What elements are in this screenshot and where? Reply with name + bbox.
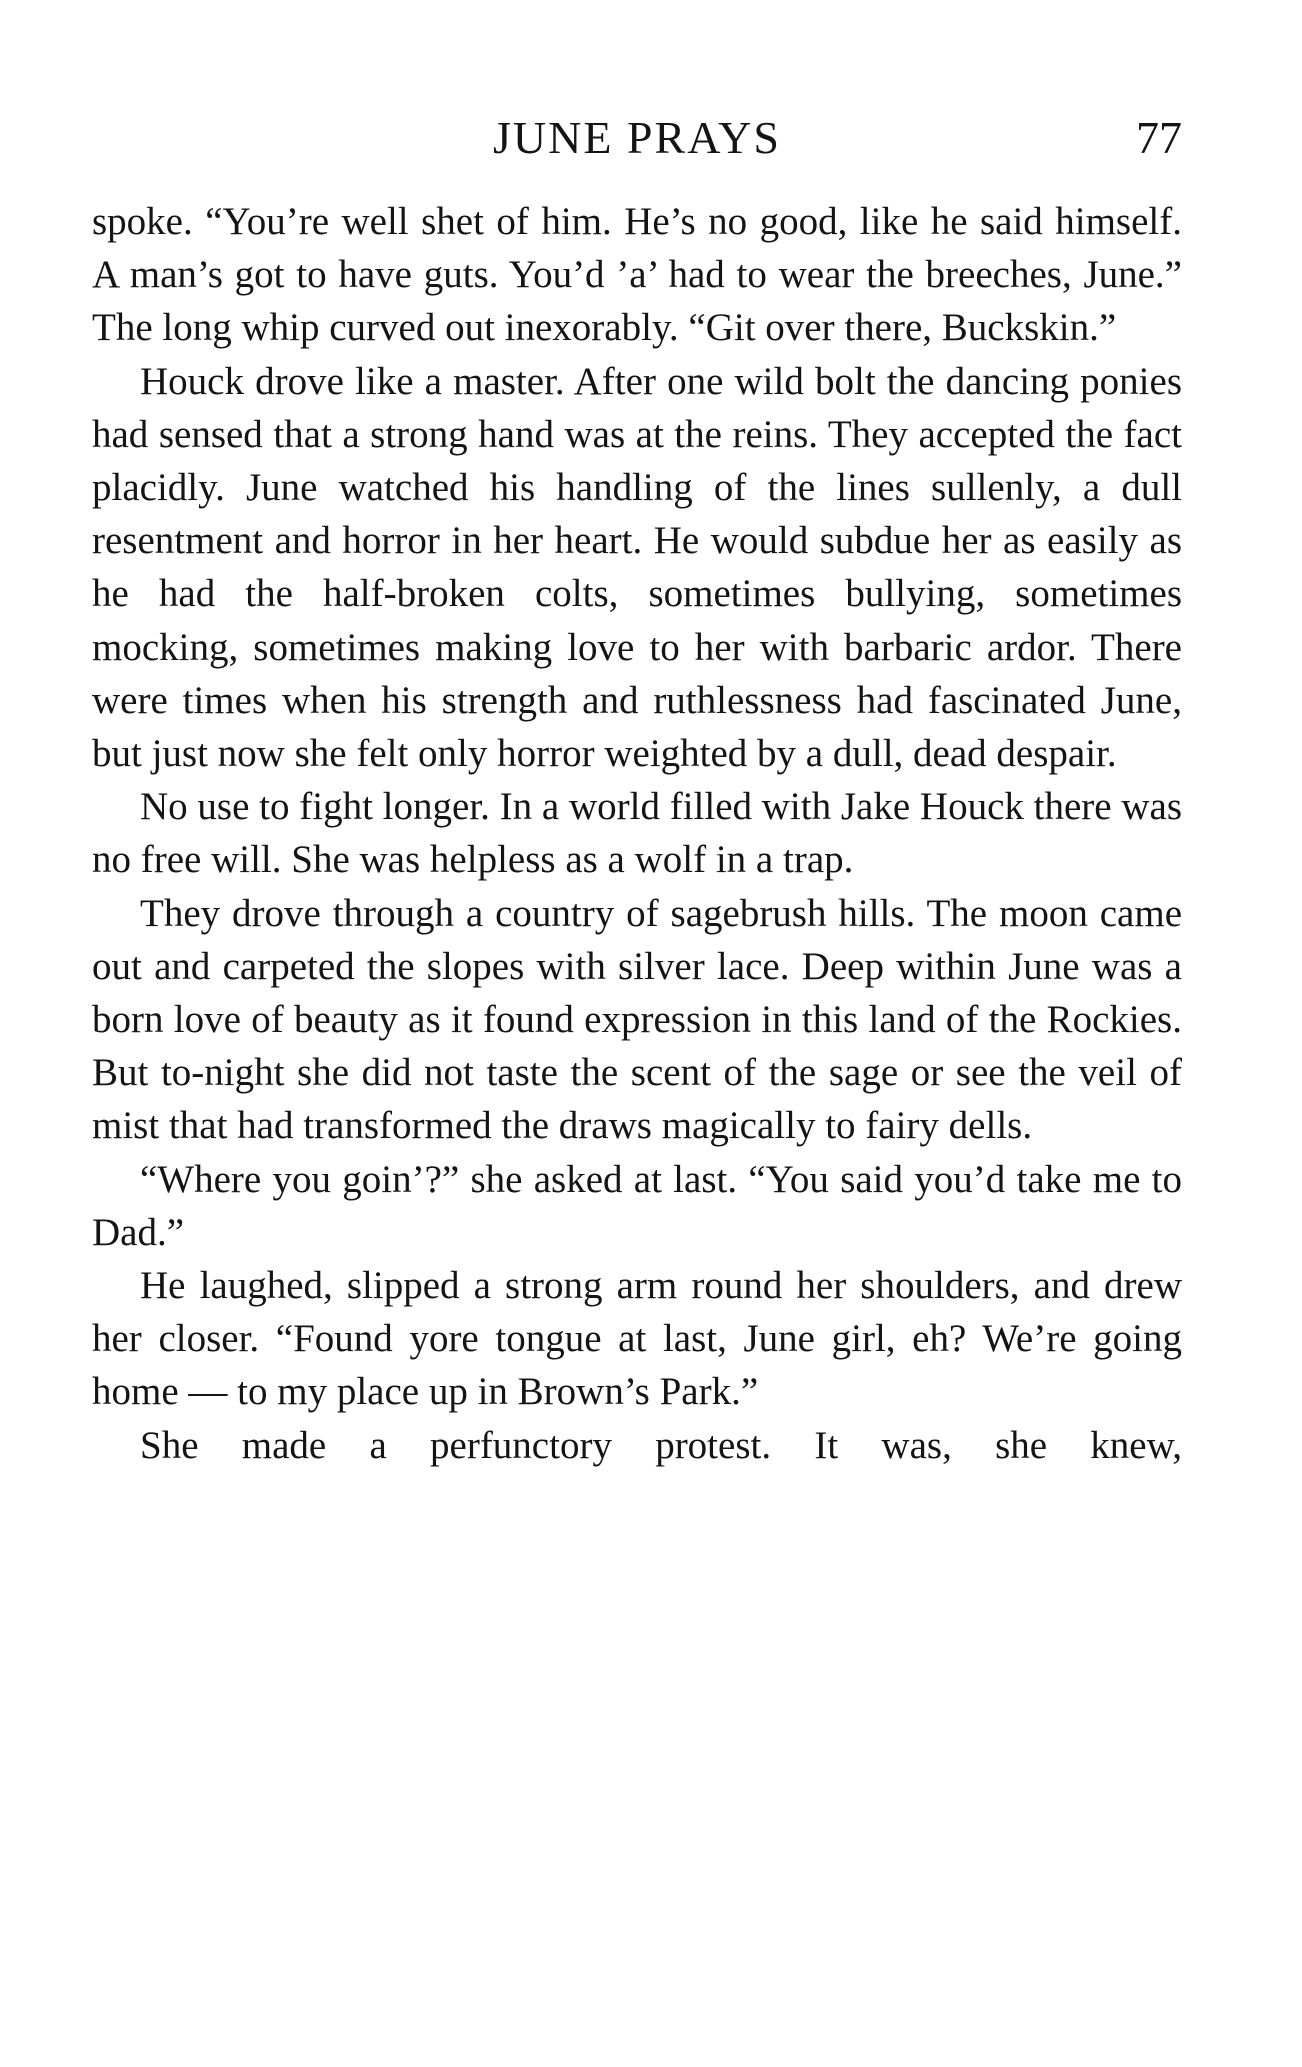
running-head: JUNE PRAYS: [492, 112, 781, 163]
paragraph-3: No use to fight longer. In a world filled with Jake Houck there was no free will. She was helpless as a wolf in a trap.: [92, 785, 1182, 882]
paragraph-1: spoke. “You’re well shet of him. He’s no good, like he said himself. A man’s got to have guts. You’d ’a’ had to wear the breeches, June.” The long whip curved out inexorably. “Git over there, Buckskin.”: [92, 200, 1182, 350]
paragraph-5: “Where you goin’?” she asked at last. “You said you’d take me to Dad.”: [92, 1157, 1182, 1254]
page-header: [92, 108, 1182, 168]
paragraph-4: They drove through a country of sagebrush hills. The moon came out and carpeted the slopes with silver lace. Deep within June was a born love of beauty as it found expression in this land of the Rockies. But to-night she did not taste the scent of the sage or see the veil of mist that had transformed the draws magically to fairy dells.: [92, 891, 1182, 1148]
paragraph-2: Houck drove like a master. After one wild bolt the dancing ponies had sensed that a strong hand was at the reins. They accepted the fact placidly. June watched his handling of the lines sullenly, a dull resentment and horror in her heart. He would subdue her as easily as he had the half-broken colts, sometimes bullying, sometimes mocking, sometimes making love to her with barbaric ardor. There were times when his strength and ruthlessness had fascinated June, but just now she felt only horror weighted by a dull, dead despair.: [92, 359, 1182, 776]
body-text: [92, 195, 1182, 1472]
page-number: 77: [1136, 112, 1182, 163]
paragraph-7: She made a perfunctory protest. It was, she knew,: [140, 1423, 1182, 1467]
paragraph-6: He laughed, slipped a strong arm round her shoulders, and drew her closer. “Found yore tongue at last, June girl, eh? We’re going home — to my place up in Brown’s Park.”: [92, 1264, 1182, 1414]
